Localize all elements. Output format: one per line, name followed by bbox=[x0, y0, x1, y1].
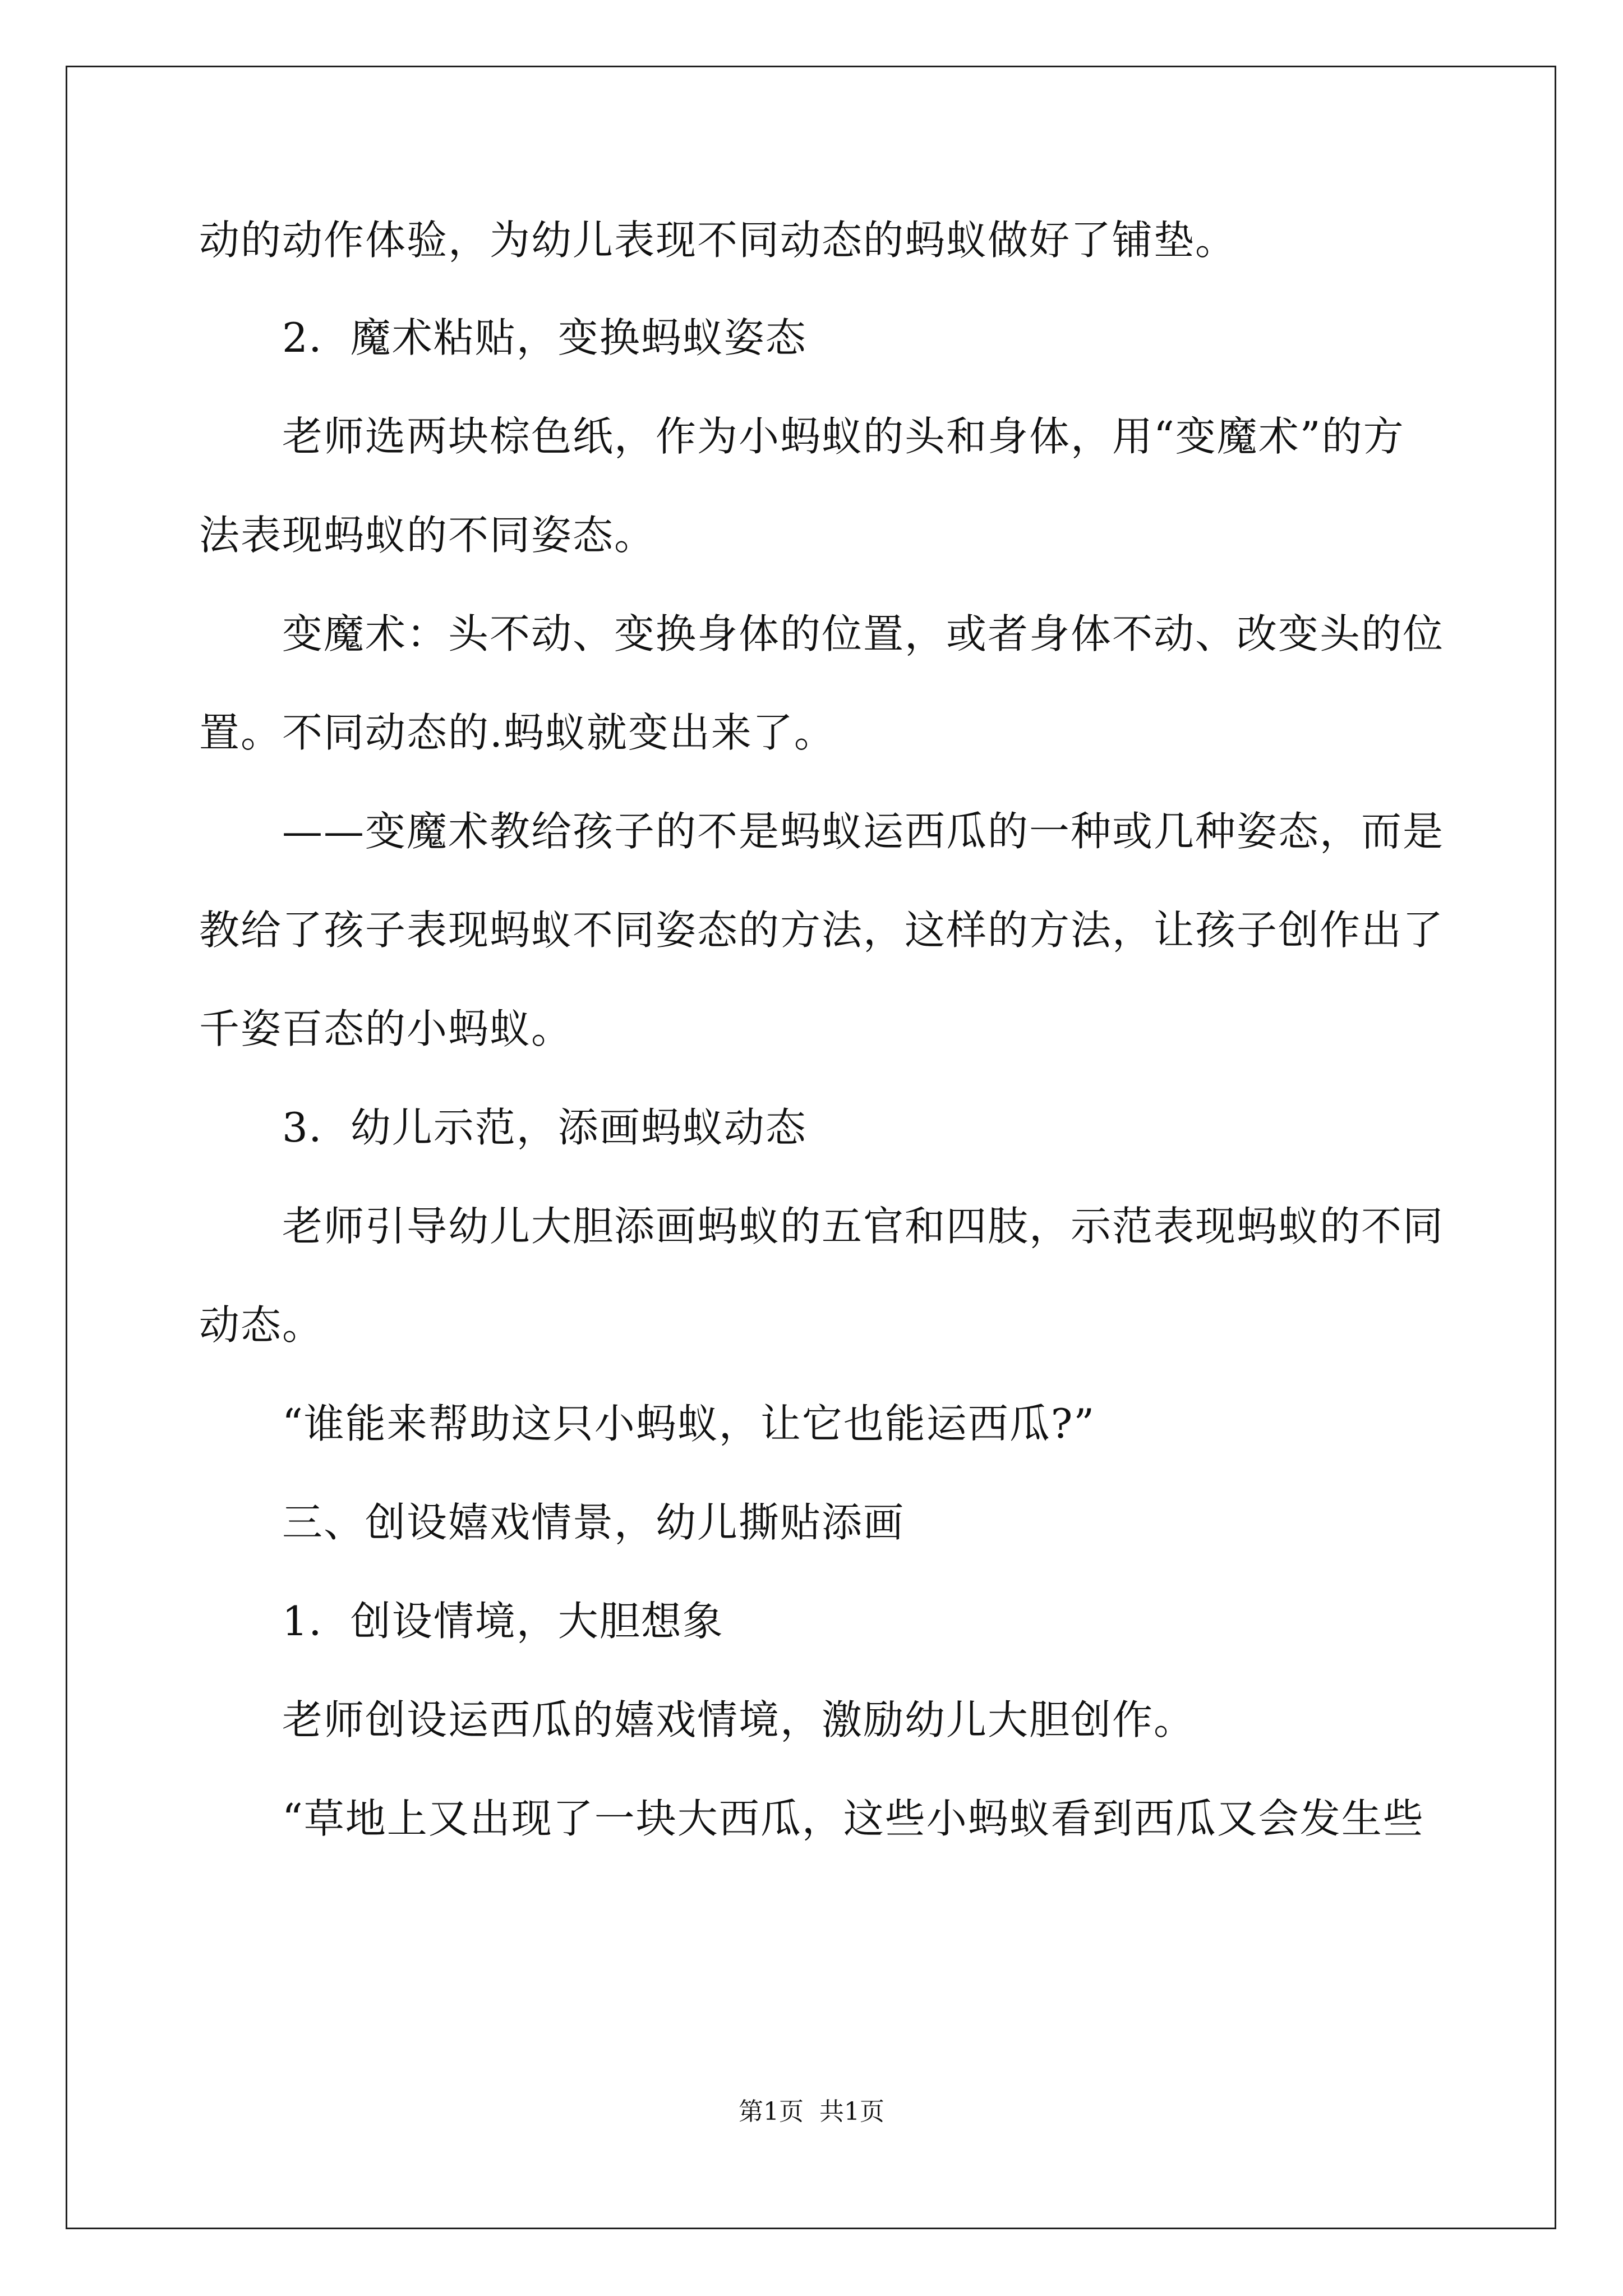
page-footer bbox=[0, 2098, 1623, 2126]
quote-line: “谁能来帮助这只小蚂蚁，让它也能运西瓜?” bbox=[282, 1400, 1096, 1447]
section-heading: 3．幼儿示范，添画蚂蚁动态 bbox=[282, 1104, 807, 1151]
section-heading: 2．魔术粘贴，变换蚂蚁姿态 bbox=[282, 314, 807, 361]
paragraph-line: 老师选两块棕色纸，作为小蚂蚁的头和身体，用“变魔术”的方 bbox=[282, 413, 1405, 460]
quote-line: “草地上又出现了一块大西瓜，这些小蚂蚁看到西瓜又会发生些 bbox=[282, 1795, 1424, 1842]
page-number: 第1页 bbox=[739, 2097, 804, 2126]
section-heading: 三、创设嬉戏情景，幼儿撕贴添画 bbox=[282, 1499, 905, 1546]
paragraph-line: 老师引导幼儿大胆添画蚂蚁的五官和四肢，示范表现蚂蚁的不同 bbox=[282, 1203, 1445, 1250]
paragraph-line: 动态。 bbox=[199, 1301, 324, 1349]
paragraph-line: 动的动作体验，为幼儿表现不同动态的蚂蚁做好了铺垫。 bbox=[199, 217, 1237, 264]
paragraph-line: 老师创设运西瓜的嬉戏情境，激励幼儿大胆创作。 bbox=[282, 1696, 1196, 1743]
paragraph-line: ——变魔术教给孩子的不是蚂蚁运西瓜的一种或几种姿态，而是 bbox=[282, 808, 1445, 855]
paragraph-line: 教给了孩子表现蚂蚁不同姿态的方法，这样的方法，让孩子创作出了 bbox=[199, 907, 1445, 954]
paragraph-line: 置。不同动态的.蚂蚁就变出来了。 bbox=[199, 709, 836, 756]
page-total: 共1页 bbox=[819, 2097, 884, 2126]
paragraph-line: 千姿百态的小蚂蚁。 bbox=[199, 1005, 573, 1052]
paragraph-line: 变魔术：头不动、变换身体的位置，或者身体不动、改变头的位 bbox=[282, 610, 1445, 657]
paragraph-line: 法表现蚂蚁的不同姿态。 bbox=[199, 512, 656, 559]
section-heading: 1．创设情境，大胆想象 bbox=[282, 1598, 724, 1645]
